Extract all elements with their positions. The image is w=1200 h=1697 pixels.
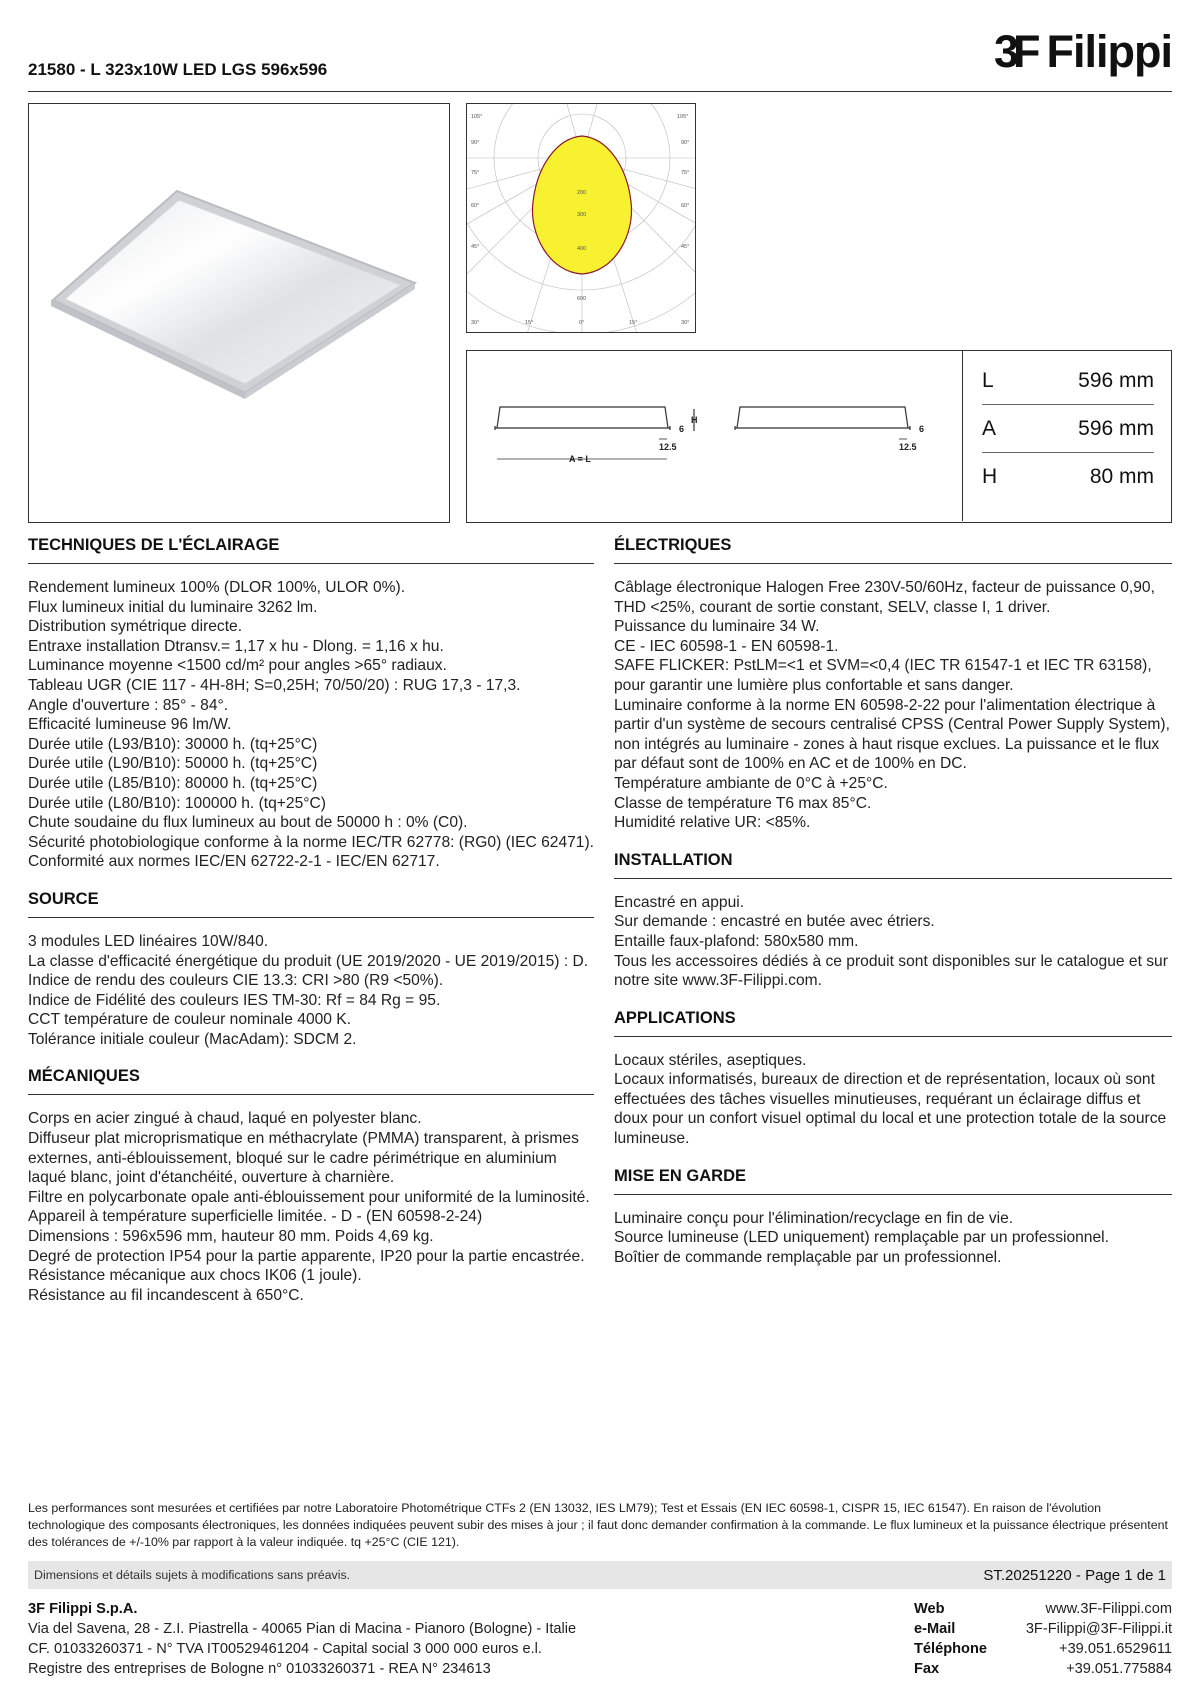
section-line: Rendement lumineux 100% (DLOR 100%, ULOR 0%).: [28, 579, 406, 596]
web-link[interactable]: www.3F-Filippi.com: [1045, 1601, 1172, 1617]
section-line: Locaux stériles, aseptiques.: [614, 1051, 807, 1069]
dimension-value: 596 mm: [1078, 368, 1154, 392]
contact-key: Téléphone: [914, 1641, 987, 1657]
polar-label-r2: 75°: [681, 170, 690, 176]
company-line: Via del Savena, 28 - Z.I. Piastrella - 40065 Pian di Macina - Pianoro (Bologne) - Italie: [28, 1621, 577, 1637]
contact-phone: [914, 1639, 1172, 1659]
phone-number: +39.051.6529611: [1059, 1641, 1172, 1657]
polar-label-l4: 45°: [471, 244, 480, 250]
section-line: Durée utile (L80/B10): 100000 h. (tq+25°C): [28, 794, 326, 812]
polar-radial-2: 300: [577, 212, 587, 218]
polar-label-l3: 60°: [471, 203, 480, 209]
polar-label-b1: 30°: [471, 320, 480, 326]
section-line: Efficacité lumineuse 96 lm/W.: [28, 716, 232, 734]
dimensions-panel: [466, 350, 1172, 523]
section-line: Angle d'ouverture : 85° - 84°.: [28, 696, 229, 714]
dimension-value: 80 mm: [1089, 465, 1154, 488]
label-gap-right: 12.5: [899, 442, 917, 452]
company-line: CF. 01033260371 - N° TVA IT00529461204 - Capital social 3 000 000 euros e.l.: [28, 1641, 542, 1657]
section-body-electriques: [614, 578, 1172, 833]
section-line: Température ambiante de 0°C à +25°C.: [614, 774, 888, 792]
section-body-mecaniques: [28, 1109, 594, 1305]
section-line: Tolérance initiale couleur (MacAdam): SDCM 2.: [28, 1030, 357, 1048]
contact-key: Web: [914, 1601, 945, 1617]
fax-number: +39.051.775884: [1066, 1661, 1172, 1677]
section-line: Résistance au fil incandescent à 650°C.: [28, 1286, 304, 1304]
section-line: Chute soudaine du flux lumineux au bout de 50000 h : 0% (C0).: [28, 814, 468, 832]
label-six-right: 6: [919, 424, 925, 434]
section-line: Locaux informatisés, bureaux de direction et de représentation, locaux où sont effectuées des tâches visuelles minutieuses, requérant un éclairage diffus et doux pour un confort visuel optimal du local et une protection totale de la source lumineuse.: [614, 1071, 1167, 1148]
dimension-row-a: [982, 405, 1154, 453]
section-line: Source lumineuse (LED uniquement) remplaçable par un professionnel.: [614, 1229, 1109, 1247]
section-body-applications: [614, 1051, 1172, 1149]
dimension-row-h: [982, 453, 1154, 501]
section-line: Distribution symétrique directe.: [28, 618, 243, 636]
section-line: Boîtier de commande remplaçable par un professionnel.: [614, 1248, 1002, 1266]
section-line: Puissance du luminaire 34 W.: [614, 618, 820, 636]
section-line: SAFE FLICKER: PstLM=<1 et SVM=<0,4 (IEC TR 61547-1 et IEC TR 63158), pour garantir une lumière plus confortable et sans danger.: [614, 657, 1152, 694]
header-divider: [28, 91, 1172, 92]
section-line: 3 modules LED linéaires 10W/840.: [28, 932, 269, 950]
section-line: Entraxe installation Dtransv.= 1,17 x hu - Dlong. = 1,16 x hu.: [28, 637, 444, 655]
dimension-drawing: [467, 351, 963, 521]
section-title-eclairage: TECHNIQUES DE L'ÉCLAIRAGE: [28, 532, 594, 564]
right-column: [614, 532, 1172, 1281]
profile-drawing: [467, 351, 963, 521]
polar-radial-4: 600: [577, 296, 587, 302]
left-column: [28, 532, 594, 1319]
label-six-left: 6: [679, 424, 685, 434]
polar-radial-3: 400: [577, 246, 587, 252]
footer-bar: [28, 1561, 1172, 1589]
contact-email: [914, 1619, 1172, 1639]
section-line: Appareil à température superficielle limitée. - D - (EN 60598-2-24): [28, 1208, 483, 1226]
section-line: Résistance mécanique aux chocs IK06 (1 joule).: [28, 1267, 362, 1285]
section-line: Entaille faux-plafond: 580x580 mm.: [614, 932, 859, 950]
polar-label-r3: 60°: [681, 203, 690, 209]
dimension-key: H: [982, 465, 998, 488]
section-line: Indice de rendu des couleurs CIE 13.3: CRI >80 (R9 <50%).: [28, 972, 444, 990]
section-line: Conformité aux normes IEC/EN 62722-2-1 - IEC/EN 62717.: [28, 853, 440, 871]
contact-key: Fax: [914, 1661, 940, 1677]
contact-fax: [914, 1659, 1172, 1679]
polar-radial-1: 200: [577, 190, 587, 196]
section-line: Filtre en polycarbonate opale anti-éblouissement pour uniformité de la luminosité.: [28, 1188, 590, 1206]
product-photo: [28, 103, 450, 523]
section-title-electriques: ÉLECTRIQUES: [614, 532, 1172, 564]
polar-label-tr: 105°: [677, 114, 689, 120]
section-body-mise-en-garde: [614, 1209, 1172, 1268]
contact-web: [914, 1599, 1172, 1619]
product-title: 21580 - L 323x10W LED LGS 596x596: [28, 60, 328, 79]
section-line: Classe de température T6 max 85°C.: [614, 794, 872, 812]
section-line: Durée utile (L85/B10): 80000 h. (tq+25°C): [28, 774, 318, 792]
section-line: Luminaire conçu pour l'élimination/recyclage en fin de vie.: [614, 1209, 1014, 1227]
section-line: Durée utile (L90/B10): 50000 h. (tq+25°C): [28, 755, 318, 773]
section-line: Flux lumineux initial du luminaire 3262 lm.: [28, 598, 318, 616]
dimension-table: [964, 351, 1172, 522]
section-body-installation: [614, 893, 1172, 991]
logo-text: Filippi: [1046, 26, 1172, 77]
company-info: [28, 1599, 576, 1679]
label-h: H: [691, 415, 698, 425]
section-line: Sécurité photobiologique conforme à la norme IEC/TR 62778: (RG0) (IEC 62471).: [28, 833, 594, 851]
footer-disclaimer: Dimensions et détails sujets à modifications sans préavis.: [34, 1568, 351, 1582]
contact-key: e-Mail: [914, 1621, 956, 1637]
section-line: Sur demande : encastré en butée avec étriers.: [614, 913, 935, 931]
section-line: Luminaire conforme à la norme EN 60598-2-22 pour l'alimentation électrique à partir d'un système de secours centralisé CPSS (Central Power Supply System), non intégrés au luminaire - zones à haut risque exclues. La puissance et le flux par défaut sont de 100% en AC et de 100% en DC.: [614, 696, 1170, 773]
polar-label-tl: 105°: [471, 114, 483, 120]
email-link[interactable]: 3F-Filippi@3F-Filippi.it: [1025, 1621, 1172, 1637]
document-reference: ST.20251220 - Page 1 de 1: [983, 1566, 1166, 1584]
section-line: Durée utile (L93/B10): 30000 h. (tq+25°C): [28, 735, 318, 753]
section-line: Câblage électronique Halogen Free 230V-50/60Hz, facteur de puissance 0,90, THD <25%, courant de sortie constant, SELV, classe I, 1 driver.: [614, 579, 1155, 616]
polar-label-r4: 45°: [681, 244, 690, 250]
section-title-mise-en-garde: MISE EN GARDE: [614, 1163, 1172, 1195]
brand-logo: [994, 26, 1172, 78]
section-line: Luminance moyenne <1500 cd/m² pour angles >65° radiaux.: [28, 657, 447, 675]
polar-intensity-curve: [532, 136, 631, 274]
polar-label-b4: 15°: [629, 320, 638, 326]
polar-label-b3: 0°: [579, 320, 585, 326]
luminaire-illustration: [29, 104, 450, 523]
contact-info: [914, 1599, 1172, 1679]
polar-label-l2: 75°: [471, 170, 480, 176]
section-line: La classe d'efficacité énergétique du produit (UE 2019/2020 - UE 2019/2015) : D.: [28, 952, 589, 970]
company-name: 3F Filippi S.p.A.: [28, 1601, 138, 1617]
polar-diagram: [466, 103, 696, 333]
company-line: Registre des entreprises de Bologne n° 01033260371 - REA N° 234613: [28, 1661, 491, 1677]
footnote: Les performances sont mesurées et certifiées par notre Laboratoire Photométrique CTFs 2 (EN 13032, IES LM79); Test et Essais (EN IEC 60598-1, CISPR 15, IEC 61547). En raison de l'évolution technologique des composants électroniques, les données indiquées peuvent subir des mises à jour ; il faut donc demander confirmation à la commande. Le flux lumineux et la puissance électrique présentent des tolérances de +/-10% par rapport à la valeur indiquée. tq +25°C (CIE 121).: [28, 1501, 1168, 1549]
section-line: Humidité relative UR: <85%.: [614, 814, 811, 832]
polar-svg: [467, 104, 696, 333]
dimension-key: A: [982, 416, 997, 440]
section-line: CCT température de couleur nominale 4000 K.: [28, 1011, 352, 1029]
polar-label-b2: 15°: [525, 320, 534, 326]
section-line: Corps en acier zingué à chaud, laqué en polyester blanc.: [28, 1110, 422, 1128]
polar-label-r1: 90°: [681, 140, 690, 146]
section-title-installation: INSTALLATION: [614, 847, 1172, 879]
section-line: Diffuseur plat microprismatique en méthacrylate (PMMA) transparent, à prismes externes, anti-éblouissement, bloqué sur le cadre périmétrique en aluminium laqué blanc, joint d'étanchéité, ouverture à charnière.: [28, 1130, 579, 1187]
section-line: Dimensions : 596x596 mm, hauteur 80 mm. Poids 4,69 kg.: [28, 1228, 434, 1246]
section-line: CE - IEC 60598-1 - EN 60598-1.: [614, 637, 839, 655]
logo-mark: 3F: [994, 26, 1035, 77]
dimension-value: 596 mm: [1078, 416, 1154, 440]
section-body-eclairage: [28, 578, 594, 872]
section-line: Encastré en appui.: [614, 893, 745, 911]
section-title-source: SOURCE: [28, 886, 594, 918]
section-body-source: [28, 932, 594, 1050]
section-line: Indice de Fidélité des couleurs IES TM-30: Rf = 84 Rg = 95.: [28, 991, 441, 1009]
label-width: A = L: [569, 454, 591, 464]
label-gap-left: 12.5: [659, 442, 677, 452]
dimension-key: L: [982, 368, 994, 392]
section-line: Degré de protection IP54 pour la partie apparente, IP20 pour la partie encastrée.: [28, 1247, 585, 1265]
polar-label-l1: 90°: [471, 140, 480, 146]
section-line: Tableau UGR (CIE 117 - 4H-8H; S=0,25H; 70/50/20) : RUG 17,3 - 17,3.: [28, 676, 521, 694]
section-line: Tous les accessoires dédiés à ce produit sont disponibles sur le catalogue et sur notre site www.3F-Filippi.com.: [614, 952, 1168, 990]
polar-label-b5: 30°: [681, 320, 690, 326]
section-title-mecaniques: MÉCANIQUES: [28, 1063, 594, 1095]
dimension-row-l: [982, 357, 1154, 405]
section-title-applications: APPLICATIONS: [614, 1005, 1172, 1037]
